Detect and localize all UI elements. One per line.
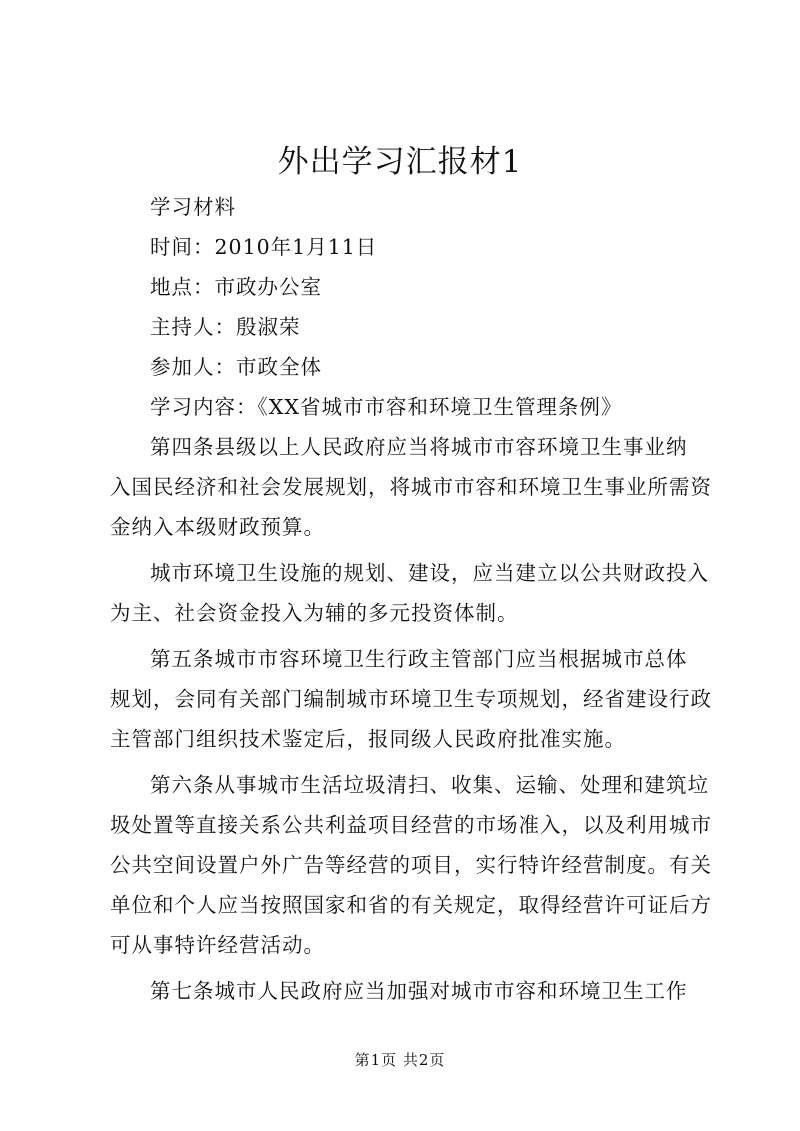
paragraph-line: 城市环境卫生设施的规划、建设，应当建立以公共财政投入	[150, 561, 709, 585]
info-line-attendees: 参加人：市政全体	[150, 355, 322, 379]
paragraph-article-6	[110, 765, 712, 965]
info-line-location: 地点：市政办公室	[150, 275, 322, 299]
paragraph-line: 第七条城市人民政府应当加强对城市市容和环境卫生工作	[150, 979, 688, 1003]
paragraph-line: 单位和个人应当按照国家和省的有关规定，取得经营许可证后方	[110, 893, 712, 917]
paragraph-line: 圾处置等直接关系公共利益项目经营的市场准入，以及利用城市	[110, 813, 712, 837]
document-body	[110, 187, 712, 1017]
paragraph-line: 公共空间设置户外广告等经营的项目，实行特许经营制度。有关	[110, 853, 712, 877]
info-line-material: 学习材料	[150, 195, 236, 219]
paragraph-line: 为主、社会资金投入为辅的多元投资体制。	[110, 601, 519, 625]
paragraph-line: 入国民经济和社会发展规划，将城市市容和环境卫生事业所需资	[110, 475, 712, 499]
paragraph-article-7	[110, 971, 705, 1011]
paragraph-line: 主管部门组织技术鉴定后，报同级人民政府批准实施。	[110, 727, 626, 751]
document-title: 外出学习汇报材1	[277, 144, 523, 180]
paragraph-line: 第五条城市市容环境卫生行政主管部门应当根据城市总体	[150, 647, 688, 671]
info-line-content: 学习内容：《XX省城市市容和环境卫生管理条例》	[150, 395, 623, 419]
paragraph-line: 规划，会同有关部门编制城市环境卫生专项规划，经省建设行政	[110, 687, 712, 711]
paragraph-line: 第四条县级以上人民政府应当将城市市容环境卫生事业纳	[150, 435, 688, 459]
info-line-time: 时间：2010年1月11日	[150, 235, 378, 259]
info-line-host: 主持人：殷淑荣	[150, 315, 301, 339]
page-footer: 第1页 共2页	[354, 1051, 446, 1069]
paragraph-line: 可从事特许经营活动。	[110, 933, 325, 957]
paragraph-article-4	[110, 427, 712, 547]
paragraph-line: 第六条从事城市生活垃圾清扫、收集、运输、处理和建筑垃	[150, 773, 709, 797]
paragraph-article-5	[110, 639, 712, 759]
paragraph-line: 金纳入本级财政预算。	[110, 515, 325, 539]
paragraph-facilities	[110, 553, 709, 633]
